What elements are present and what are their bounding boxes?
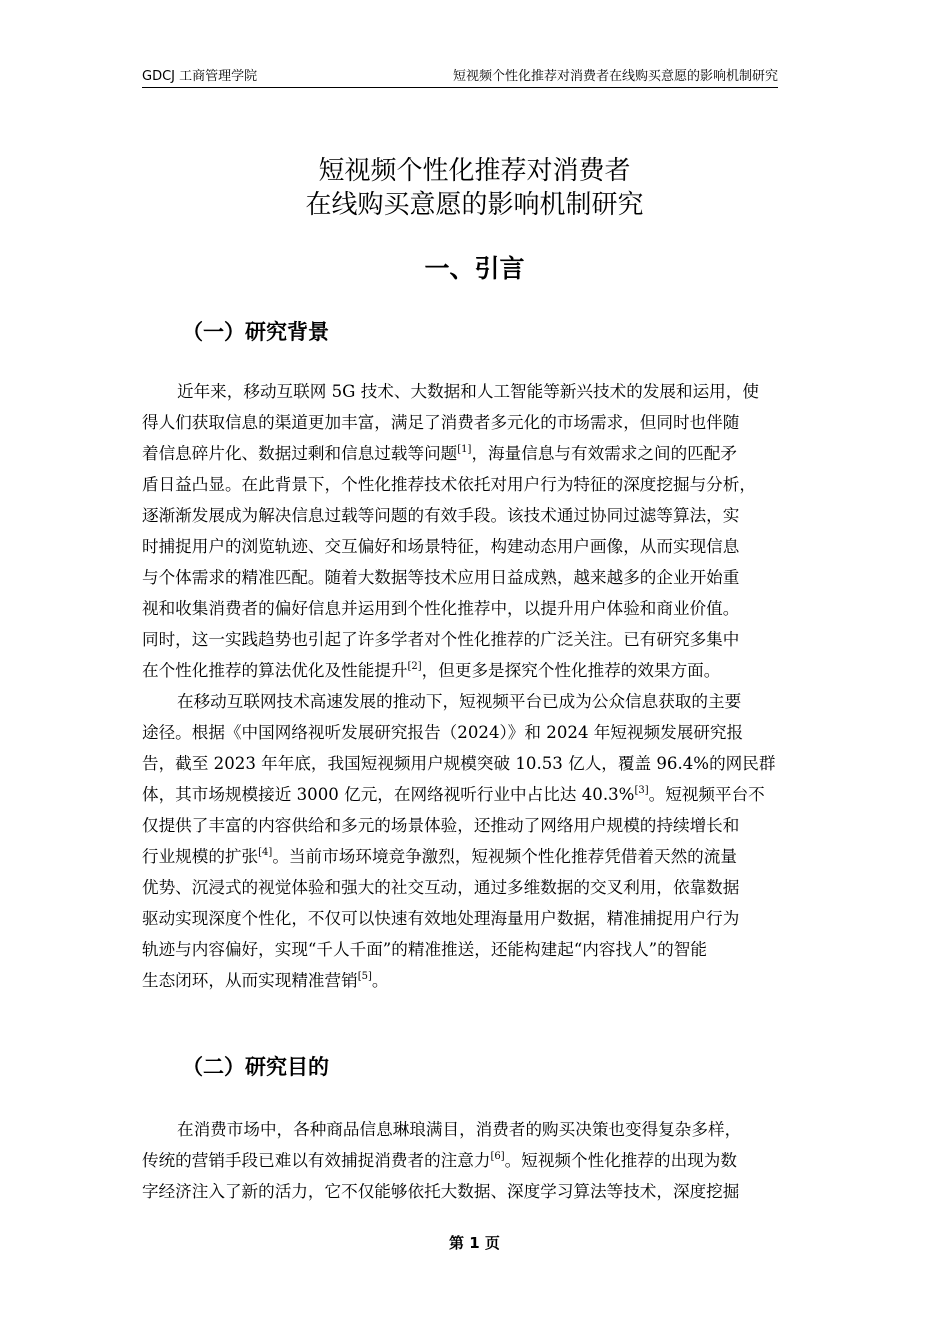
citation-ref: [6]	[490, 1151, 505, 1162]
text-line: 体，其市场规模接近 3000 亿元，在网络视听行业中占比达 40.3%[3]。短视频平台不	[142, 785, 765, 804]
text-line: 近年来，移动互联网 5G 技术、大数据和人工智能等新兴技术的发展和运用，使	[177, 382, 759, 401]
purpose-paragraph	[142, 1114, 842, 1207]
text-line: 时捕捉用户的浏览轨迹、交互偏好和场景特征，构建动态用户画像，从而实现信息	[142, 537, 740, 556]
text-line: 逐渐渐发展成为解决信息过载等问题的有效手段。该技术通过协同过滤等算法，实	[142, 506, 740, 525]
paper-title	[142, 154, 807, 222]
text-line: 行业规模的扩张[4]。当前市场环境竞争激烈，短视频个性化推荐凭借着天然的流量	[142, 847, 737, 866]
paper-title-line-1: 短视频个性化推荐对消费者	[318, 156, 631, 186]
text-line: 同时，这一实践趋势也引起了许多学者对个性化推荐的广泛关注。已有研究多集中	[142, 630, 740, 649]
subsection-heading-background: （一）研究背景	[182, 320, 329, 344]
text-line: 传统的营销手段已难以有效捕捉消费者的注意力[6]。短视频个性化推荐的出现为数	[142, 1151, 737, 1170]
citation-ref: [4]	[258, 847, 273, 858]
running-header	[142, 68, 778, 86]
subsection-heading-purpose: （二）研究目的	[182, 1055, 329, 1079]
text-line: 盾日益凸显。在此背景下，个性化推荐技术依托对用户行为特征的深度挖掘与分析，	[142, 475, 756, 494]
text-line: 与个体需求的精准匹配。随着大数据等技术应用日益成熟，越来越多的企业开始重	[142, 568, 740, 587]
section-heading-introduction: 一、引言	[424, 254, 525, 283]
header-divider	[142, 87, 778, 88]
text-line: 着信息碎片化、数据过剩和信息过载等问题[1]，海量信息与有效需求之间的匹配矛	[142, 444, 737, 463]
citation-ref: [3]	[634, 785, 649, 796]
citation-ref: [2]	[407, 661, 422, 672]
page-number: 第 1 页	[449, 1234, 500, 1252]
text-line: 驱动实现深度个性化，不仅可以快速有效地处理海量用户数据，精准捕捉用户行为	[142, 909, 740, 928]
citation-ref: [1]	[457, 444, 472, 455]
text-line: 得人们获取信息的渠道更加丰富，满足了消费者多元化的市场需求，但同时也伴随	[142, 413, 740, 432]
text-line: 在消费市场中，各种商品信息琳琅满目，消费者的购买决策也变得复杂多样，	[177, 1120, 742, 1139]
text-line: 在个性化推荐的算法优化及性能提升[2]，但更多是探究个性化推荐的效果方面。	[142, 661, 721, 680]
text-line: 优势、沉浸式的视觉体验和强大的社交互动，通过多维数据的交叉利用，依靠数据	[142, 878, 740, 897]
text-line: 字经济注入了新的活力，它不仅能够依托大数据、深度学习算法等技术，深度挖掘	[142, 1182, 740, 1201]
text-line: 告，截至 2023 年年底，我国短视频用户规模突破 10.53 亿人，覆盖 96.4%的网民群	[142, 754, 776, 773]
text-line: 生态闭环，从而实现精准营销[5]。	[142, 971, 389, 990]
text-line: 仅提供了丰富的内容供给和多元的场景体验，还推动了网络用户规模的持续增长和	[142, 816, 740, 835]
background-paragraphs	[142, 376, 842, 996]
text-line: 轨迹与内容偏好，实现“千人千面”的精准推送，还能构建起“内容找人”的智能	[142, 940, 707, 959]
header-paper-title: 短视频个性化推荐对消费者在线购买意愿的影响机制研究	[452, 69, 778, 84]
paper-title-line-2: 在线购买意愿的影响机制研究	[305, 190, 644, 220]
text-line: 途径。根据《中国网络视听发展研究报告（2024）》和 2024 年短视频发展研究报	[142, 723, 744, 742]
citation-ref: [5]	[357, 971, 372, 982]
text-line: 在移动互联网技术高速发展的推动下，短视频平台已成为公众信息获取的主要	[177, 692, 742, 711]
header-institution: GDCJ 工商管理学院	[142, 69, 258, 84]
text-line: 视和收集消费者的偏好信息并运用到个性化推荐中，以提升用户体验和商业价值。	[142, 599, 740, 618]
